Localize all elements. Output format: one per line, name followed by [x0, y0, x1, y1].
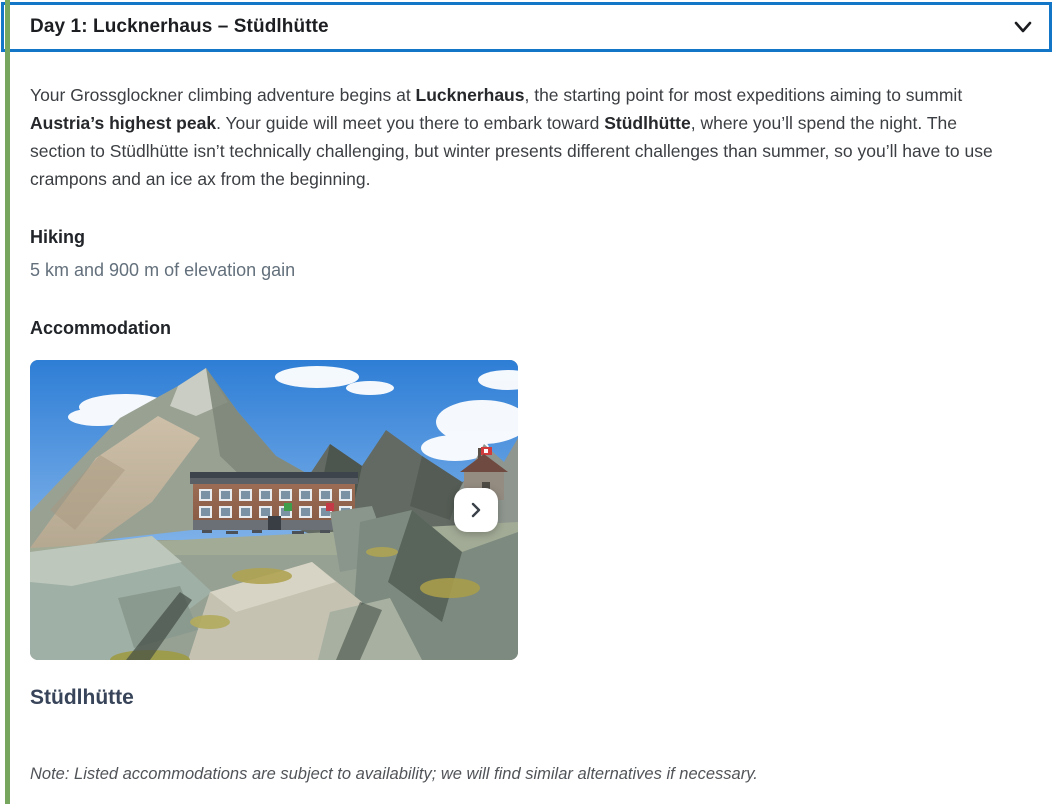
day-description: Your Grossglockner climbing adventure begins at Lucknerhaus, the starting point for most expeditions aiming to summit Austria’s highest peak. Your guide will meet you there to embark toward Stüdlhütte, where you’ll spend the night. The section to Stüdlhütte isn’t technically challenging, but winter presents different challenges than summer, so you’ll have to use crampons and an ice ax from the beginning. — [30, 85, 993, 189]
carousel-next-button[interactable] — [454, 488, 498, 532]
availability-note: Note: Listed accommodations are subject to availability; we will find similar alternatives if necessary. — [30, 765, 758, 783]
chevron-right-icon — [467, 501, 485, 519]
hiking-heading: Hiking — [30, 227, 86, 247]
accordion-title: Day 1: Lucknerhaus – Stüdlhütte — [30, 16, 329, 37]
accordion-body — [30, 81, 1006, 785]
accommodation-name: Stüdlhütte — [30, 686, 134, 709]
accommodation-photo-carousel — [30, 360, 518, 660]
hiking-detail: 5 km and 900 m of elevation gain — [30, 260, 296, 280]
accordion-header-day1[interactable] — [1, 2, 1052, 52]
accommodation-photo — [30, 360, 518, 660]
accordion-active-left-bar — [5, 0, 10, 804]
chevron-down-icon[interactable] — [1010, 14, 1036, 40]
accommodation-heading: Accommodation — [30, 318, 172, 338]
